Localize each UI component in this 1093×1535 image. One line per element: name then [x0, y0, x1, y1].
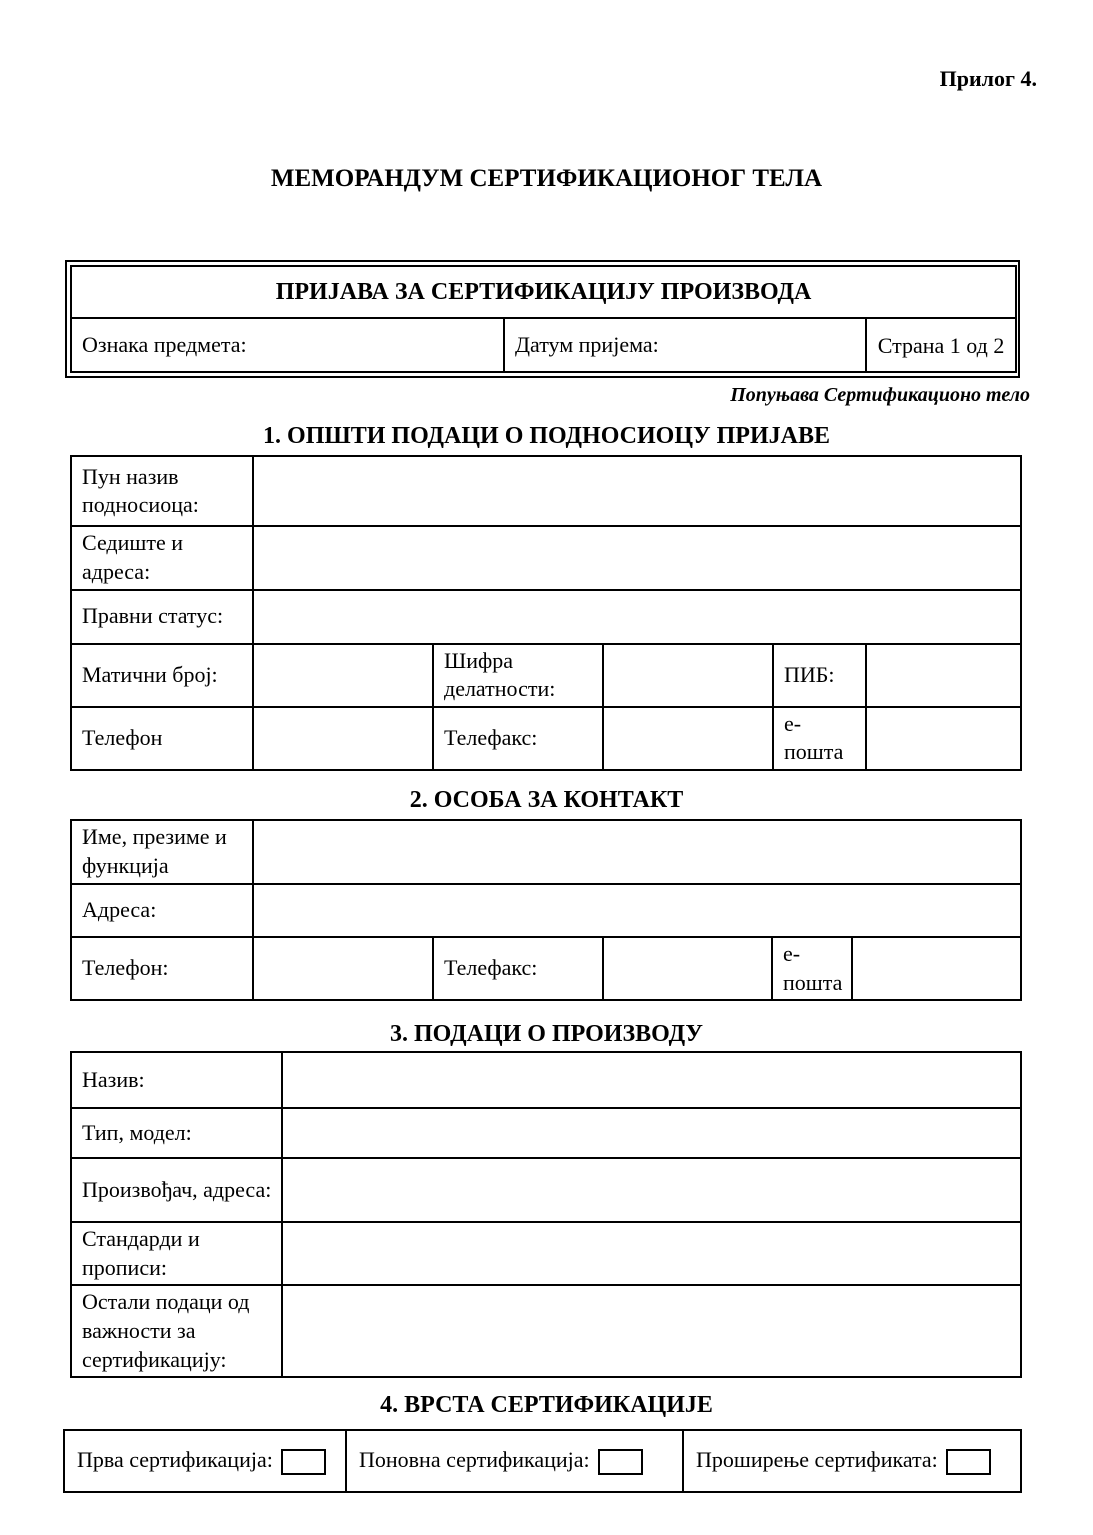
application-header-table	[70, 265, 1017, 373]
repeat-certification-label: Поновна сертификација:	[359, 1447, 590, 1473]
activity-code-label: Шифра делатности:	[433, 644, 603, 707]
annex-label: Прилог 4.	[939, 66, 1037, 91]
tax-number-input-cell[interactable]	[866, 644, 1021, 707]
table-row	[71, 1158, 1021, 1222]
contact-email-input-cell[interactable]	[852, 937, 1021, 1000]
activity-code-input-cell[interactable]	[603, 644, 773, 707]
product-name-input-cell[interactable]	[282, 1052, 1021, 1108]
first-certification-label: Прва сертификација:	[77, 1447, 273, 1473]
full-name-label: Пун назив подносиоца:	[71, 456, 253, 526]
other-data-label: Остали подаци од важности за сертификацију:	[71, 1285, 282, 1377]
extension-certification-label: Проширење сертификата:	[696, 1447, 938, 1473]
repeat-certification-cell	[346, 1430, 683, 1492]
applicant-table	[70, 455, 1022, 771]
case-number-label: Ознака предмета:	[82, 332, 247, 358]
table-row	[71, 937, 1021, 1000]
application-meta-row	[71, 318, 1016, 372]
contact-name-input-cell[interactable]	[253, 820, 1021, 884]
application-header-box	[65, 260, 1020, 378]
contact-address-input-cell[interactable]	[253, 884, 1021, 937]
table-row	[71, 820, 1021, 884]
contact-fax-label: Телефакс:	[433, 937, 603, 1000]
first-certification-checkbox[interactable]	[281, 1449, 326, 1475]
company-number-label: Матични број:	[71, 644, 253, 707]
tax-number-label: ПИБ:	[773, 644, 866, 707]
section1-heading: 1. ОПШТИ ПОДАЦИ О ПОДНОСИОЦУ ПРИЈАВЕ	[263, 423, 830, 450]
case-number-cell[interactable]	[71, 318, 504, 372]
fax-label: Телефакс:	[433, 707, 603, 770]
document-title: МЕМОРАНДУМ СЕРТИФИКАЦИОНОГ ТЕЛА	[270, 165, 823, 193]
phone-input-cell[interactable]	[253, 707, 433, 770]
product-name-label: Назив:	[71, 1052, 282, 1108]
application-title-row	[71, 266, 1016, 318]
manufacturer-input-cell[interactable]	[282, 1158, 1021, 1222]
receipt-date-cell[interactable]	[504, 318, 866, 372]
contact-phone-input-cell[interactable]	[253, 937, 433, 1000]
section2-heading: 2. ОСОБА ЗА КОНТАКТ	[409, 786, 684, 813]
seat-address-label: Седиште и адреса:	[71, 526, 253, 589]
page-number-cell: Страна 1 од 2	[866, 318, 1016, 372]
table-row	[71, 1108, 1021, 1158]
full-name-input-cell[interactable]	[253, 456, 1021, 526]
repeat-certification-checkbox[interactable]	[598, 1449, 643, 1475]
extension-certification-cell	[683, 1430, 1021, 1492]
table-row	[71, 1285, 1021, 1377]
product-table	[70, 1051, 1022, 1378]
table-row	[71, 456, 1021, 526]
email-input-cell[interactable]	[866, 707, 1021, 770]
table-row	[64, 1430, 1021, 1492]
type-model-label: Тип, модел:	[71, 1108, 282, 1158]
section3-heading: 3. ПОДАЦИ О ПРОИЗВОДУ	[389, 1021, 704, 1048]
other-data-input-cell[interactable]	[282, 1285, 1021, 1377]
phone-label: Телефон	[71, 707, 253, 770]
email-label: е-пошта	[773, 707, 866, 770]
type-model-input-cell[interactable]	[282, 1108, 1021, 1158]
legal-status-input-cell[interactable]	[253, 590, 1021, 644]
fax-input-cell[interactable]	[603, 707, 773, 770]
contact-name-label: Име, презиме и функција	[71, 820, 253, 884]
certification-type-table	[63, 1429, 1022, 1493]
receipt-date-label: Датум пријема:	[515, 332, 659, 358]
first-certification-cell	[64, 1430, 346, 1492]
table-row	[71, 884, 1021, 937]
application-title: ПРИЈАВА ЗА СЕРТИФИКАЦИЈУ ПРОИЗВОДА	[71, 266, 1016, 318]
table-row	[71, 644, 1021, 707]
company-number-input-cell[interactable]	[253, 644, 433, 707]
standards-input-cell[interactable]	[282, 1222, 1021, 1285]
table-row	[71, 1222, 1021, 1285]
contact-email-label: е-пошта	[772, 937, 852, 1000]
section4-heading: 4. ВРСТА СЕРТИФИКАЦИЈЕ	[380, 1392, 713, 1419]
legal-status-label: Правни статус:	[71, 590, 253, 644]
contact-phone-label: Телефон:	[71, 937, 253, 1000]
seat-address-input-cell[interactable]	[253, 526, 1021, 589]
contact-address-label: Адреса:	[71, 884, 253, 937]
table-row	[71, 590, 1021, 644]
manufacturer-label: Произвођач, адреса:	[71, 1158, 282, 1222]
contact-fax-input-cell[interactable]	[603, 937, 772, 1000]
table-row	[71, 707, 1021, 770]
standards-label: Стандарди и прописи:	[71, 1222, 282, 1285]
extension-certification-checkbox[interactable]	[946, 1449, 991, 1475]
table-row	[71, 526, 1021, 589]
table-row	[71, 1052, 1021, 1108]
fill-note: Попуњава Сертификационо тело	[730, 384, 1030, 407]
contact-person-table	[70, 819, 1022, 1001]
